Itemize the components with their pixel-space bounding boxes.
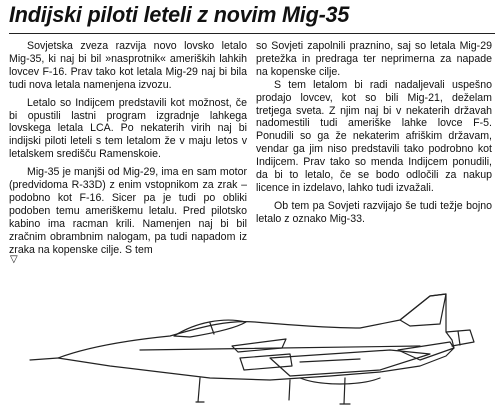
canard [232,339,286,352]
paragraph: Letalo so Indijcem predstavili kot možnost, če bi opustili lastni program izgradnje lahkega lovskega letala LCA. Po nekaterih virih naj bi indijski piloti leteli s tem letalom že v maju letos v letalskem središču Ramenskoie. [9,96,247,161]
end-marker-icon: ▽ [10,254,18,265]
stabilizer [398,342,454,360]
title-rule [9,33,495,34]
left-column [9,40,247,257]
paragraph: S tem letalom bi radi nadaljevali uspešno prodajo lovcev, kot so bili Mig-21, deželam tretjega sveta. Z njim naj bi v nekaterih državah nadomestili tudi ameriške lahke lovce F-5. Ponudili so ga že nekaterim afriškim državam, vendar ga jim niso predstavili tako podrobno kot Indijcem. Prav tako so menda Indijcem ponudili, da bi to letalo, če se bodo odločili za nakup licence in izdelavo, lahko tudi izvažali. [256,78,492,194]
intake [240,354,292,370]
paragraph: so Sovjeti zapolnili praznino, saj so letala Mig-29 pretežka in predraga ter neprimerna za napade na kopenske cilje. [256,40,492,78]
paragraph: Sovjetska zveza razvija novo lovsko letalo Mig-35, ki naj bi bil »nasprotnik« ameriških lahkih lovcev F-16. Prav tako kot letala Mig-29 naj bi bila tudi nova letala namenjena izvozu. [9,40,247,91]
fuel-tank [300,378,380,384]
article-title: Indijski piloti leteli z novim Mig-35 [9,2,350,27]
tail-fin [400,294,446,326]
paragraph: Mig-35 je manjši od Mig-29, ima en sam motor (predvidoma R-33D) z enim vstopnikom za zrak – podobno kot F-16. Sicer pa je tudi po obliki podoben temu ameriškemu letalu. Pred pilotsko kabino ima racman krili. Namenjen naj bi bil zračnim obrambnim nalogam, pa tudi napadom iz zraka na kopenske cilje. S tem [9,166,247,256]
fuselage [58,294,454,380]
jet-fighter-illustration [0,262,500,419]
paragraph: Ob tem pa Sovjeti razvijajo še tudi težje bojno letalo z oznako Mig-33. [256,199,492,225]
right-column [256,40,492,226]
